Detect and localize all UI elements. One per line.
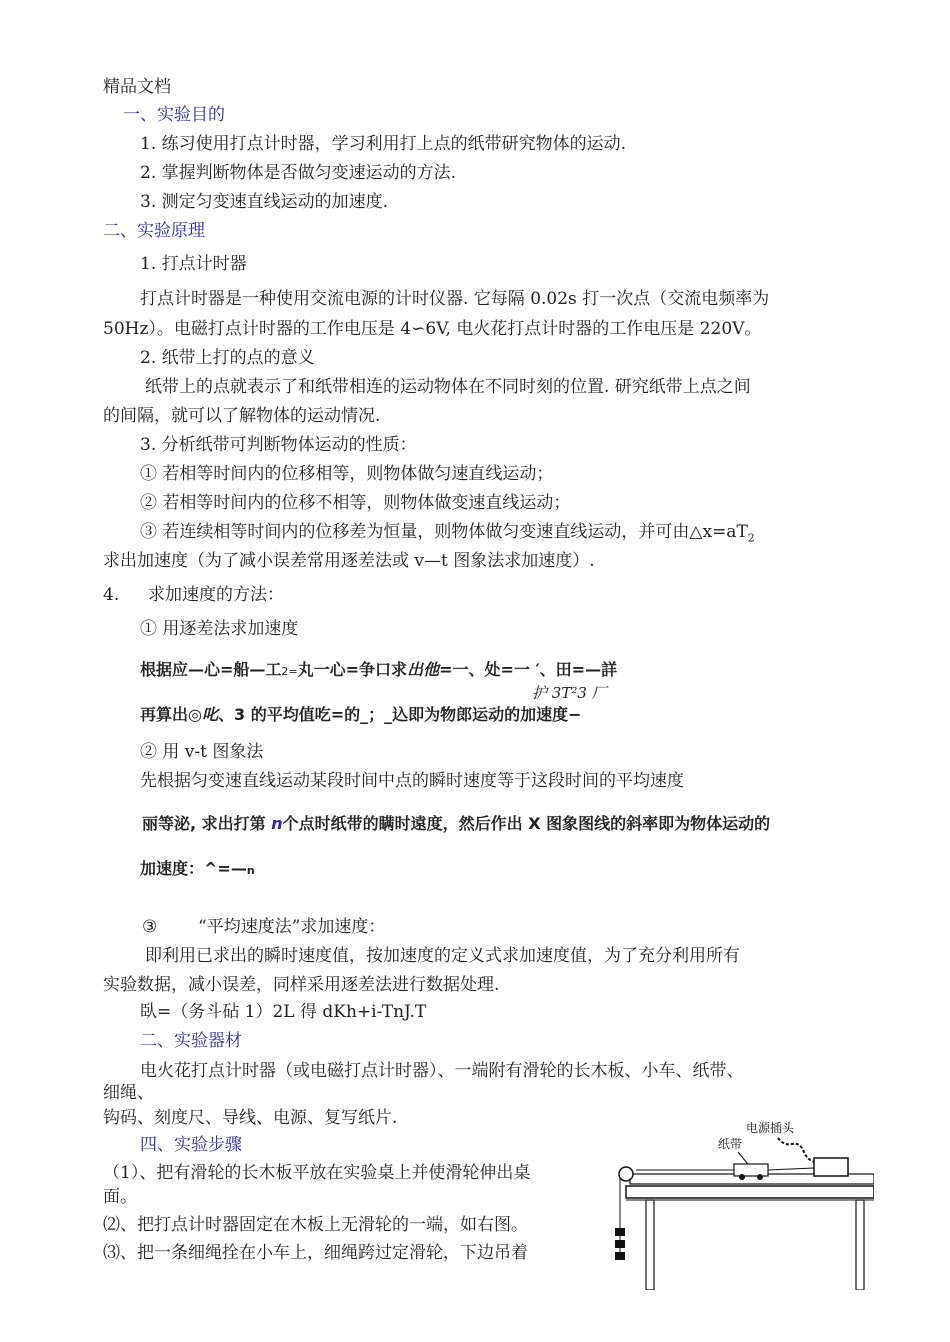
- case-item: ② 若相等时间内的位移不相等，则物体做变速直线运动；: [140, 493, 571, 513]
- principle-subtitle: 3. 分析纸带可判断物体运动的性质：: [140, 435, 417, 455]
- pulley: [619, 1167, 633, 1181]
- case-item: ③ 若连续相等时间内的位移差为恒量，则物体做匀变速直线运动，并可由$\triangle x=aT_2$: [140, 522, 755, 545]
- method-title: ② 用 v-t 图象法: [140, 742, 264, 762]
- method-number: ③: [142, 917, 158, 937]
- paragraph-line: 细绳、: [103, 1083, 154, 1103]
- principle-subtitle: 2. 纸带上打的点的意义: [140, 348, 315, 368]
- paragraph-line: 纸带上的点就表示了和纸带相连的运动物体在不同时刻的位置. 研究纸带上点之间: [145, 377, 751, 397]
- formula-line: 再算出◎叱、3 的平均值吃=的_；_込即为物郎运动的加速度−: [140, 705, 582, 724]
- step-line: ⑶、把一条细绳拴在小车上，细绳跨过定滑轮，下边吊着: [103, 1243, 528, 1263]
- section-title-steps: 四、实验步骤: [140, 1135, 242, 1155]
- formula-line: 加速度：^=—n: [140, 859, 255, 878]
- paragraph-line: 打点计时器是一种使用交流电源的计时仪器. 它每隔 0.02s 打一次点（交流电频率为: [140, 289, 770, 309]
- method-title: “平均速度法”求加速度：: [198, 917, 386, 937]
- case-item: ① 若相等时间内的位移相等，则物体做匀速直线运动；: [140, 464, 554, 484]
- step-line: ⑵、把打点计时器固定在木板上无滑轮的一端，如右图。: [103, 1215, 528, 1235]
- apparatus-figure: [606, 1108, 874, 1290]
- label-tape: 纸带: [718, 1137, 743, 1151]
- section-title-equipment: 二、实验器材: [140, 1031, 242, 1051]
- formula-line: 臥=（务斗砧 1）2L 得 dKh+i-TnJ.T: [140, 1002, 427, 1022]
- formula-line: 根据应—心=船—工2=丸一心=争口求出他=一、处=一 ′、田=—詳: [140, 660, 618, 679]
- method-number: 4.: [103, 585, 120, 605]
- purpose-item: 3. 测定匀变速直线运动的加速度.: [140, 192, 389, 212]
- paragraph-line: 的间隔，就可以了解物体的运动情况.: [103, 406, 381, 426]
- table-top: [626, 1186, 874, 1198]
- paragraph-line: 钩码、刻度尺、导线、电源、复写纸片.: [103, 1108, 398, 1128]
- paragraph-line: 先根据匀变速直线运动某段时间中点的瞬时速度等于这段时间的平均速度: [140, 771, 684, 791]
- method-heading: 求加速度的方法：: [148, 585, 284, 605]
- paragraph-line: 电火花打点计时器（或电磁打点计时器）、一端附有滑轮的长木板、小车、纸带、: [140, 1061, 744, 1081]
- page-header: 精品文档: [103, 77, 171, 97]
- section-title-purpose: 一、实验目的: [123, 105, 225, 125]
- paragraph-line: 50Hz）。电磁打点计时器的工作电压是 4∽6V, 电火花打点计时器的工作电压是 220V。: [103, 319, 762, 339]
- section-title-principle: 二、实验原理: [103, 221, 205, 241]
- label-plug: 电源插头: [746, 1121, 795, 1135]
- paragraph-line: 实验数据，减小误差，同样采用逐差法进行数据处理.: [103, 975, 500, 995]
- principle-subtitle: 1. 打点计时器: [140, 254, 247, 274]
- step-line: （1）、把有滑轮的长木板平放在实验桌上并使滑轮伸出桌: [103, 1163, 531, 1183]
- step-line: 面。: [103, 1187, 137, 1207]
- purpose-item: 1. 练习使用打点计时器，学习利用打上点的纸带研究物体的运动.: [140, 134, 627, 154]
- method-title: ① 用逐差法求加速度: [140, 619, 299, 639]
- timer: [814, 1158, 848, 1176]
- paragraph-line: 求出加速度（为了减小误差常用逐差法或 v—t 图象法求加速度）.: [103, 551, 595, 571]
- formula-line: 丽等泌, 求出打第 n个点时纸带的瞒时遠度，然后作出 X 图象图线的斜率即为物体运动的: [142, 814, 771, 833]
- purpose-item: 2. 掌握判断物体是否做匀变速运动的方法.: [140, 163, 457, 183]
- apparatus-drawing: [606, 1108, 874, 1290]
- paragraph-line: 即利用已求出的瞬时速度值，按加速度的定义式求加速度值，为了充分利用所有: [145, 946, 740, 966]
- formula-denominators: 护 3T²3 厂: [532, 684, 607, 702]
- cart: [734, 1164, 768, 1176]
